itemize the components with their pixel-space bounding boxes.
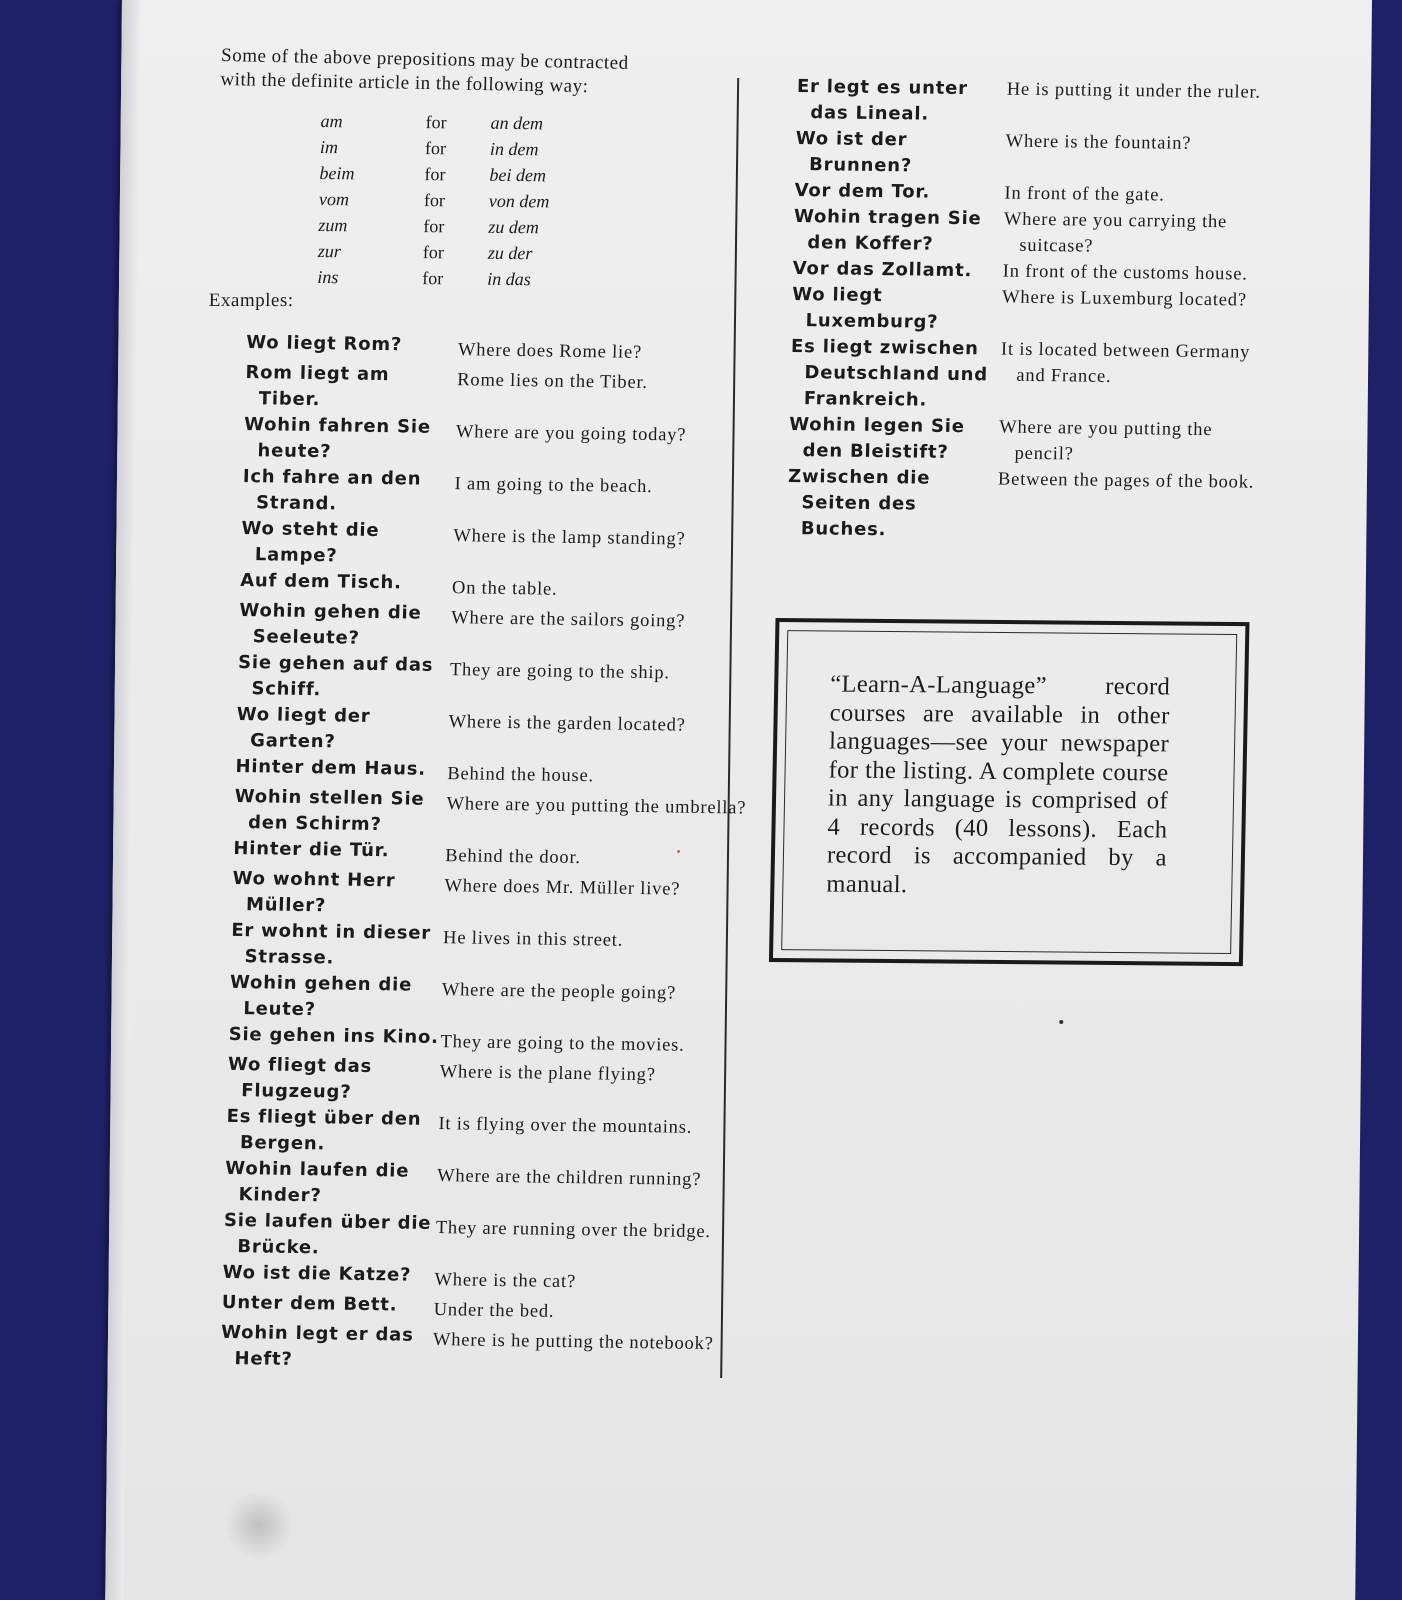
- contraction-row: [320, 108, 551, 136]
- german-sentence: Sie gehen ins Kino.: [228, 1023, 440, 1049]
- example-pair: [232, 866, 753, 926]
- contraction-short: am: [320, 110, 343, 132]
- contraction-short: zur: [317, 240, 342, 262]
- english-translation: Where are the people going?: [441, 980, 677, 1004]
- example-pair: [237, 650, 758, 710]
- example-pair: [788, 412, 1259, 470]
- contraction-row: [318, 238, 549, 266]
- english-translation: It is located between Germany and France.: [1000, 339, 1251, 387]
- example-pair: [229, 970, 750, 1030]
- intro-line-1: Some of the above prepositions may be contracted: [220, 44, 629, 74]
- ink-speck: [1059, 1020, 1063, 1024]
- english-translation: Where are you carrying the suitcase?: [1003, 209, 1228, 257]
- contraction-for: for: [422, 242, 445, 263]
- contraction-for: for: [423, 190, 446, 211]
- german-sentence: Hinter dem Haus.: [235, 755, 427, 780]
- contraction-for: for: [423, 216, 445, 237]
- german-sentence: Wohin fahren Sie heute?: [243, 413, 432, 463]
- contraction-short: beim: [319, 162, 355, 184]
- contraction-row: [319, 186, 550, 214]
- paper-smudge: [224, 1490, 295, 1560]
- english-translation: Where is the cat?: [434, 1270, 577, 1293]
- german-sentence: Wo liegt Rom?: [245, 331, 403, 356]
- german-sentence: Vor das Zollamt.: [792, 257, 973, 282]
- contraction-for: for: [425, 112, 447, 133]
- german-sentence: Vor dem Tor.: [794, 179, 931, 203]
- example-pair: [243, 412, 764, 472]
- german-sentence: Wo ist der Brunnen?: [795, 127, 913, 177]
- examples-heading: Examples:: [208, 290, 294, 311]
- german-sentence: Wohin gehen die Seeleute?: [239, 599, 422, 649]
- english-translation: Where are you going today?: [455, 422, 687, 446]
- contraction-for: for: [424, 138, 447, 159]
- german-sentence: Es fliegt über den Bergen.: [226, 1105, 422, 1155]
- example-pair: [787, 464, 1259, 548]
- example-pair: [236, 702, 757, 762]
- english-translation: He lives in this street.: [442, 928, 624, 951]
- contractions-table: [317, 108, 551, 292]
- english-translation: Where are the children running?: [436, 1166, 702, 1190]
- contraction-row: [317, 264, 548, 292]
- example-pair: [227, 1052, 748, 1112]
- contraction-long: bei dem: [489, 164, 547, 186]
- german-sentence: Zwischen die Seiten des Buches.: [787, 465, 931, 541]
- english-translation: They are going to the ship.: [449, 660, 671, 684]
- example-pair: [223, 1208, 744, 1268]
- german-sentence: Wo steht die Lampe?: [241, 517, 380, 567]
- english-translation: Where is the fountain?: [1005, 131, 1192, 154]
- contraction-for: for: [424, 164, 446, 185]
- german-sentence: Unter dem Bett.: [221, 1291, 398, 1316]
- example-pair: [796, 74, 1267, 132]
- english-translation: Where does Rome lie?: [457, 340, 643, 363]
- document-page: [105, 0, 1372, 1600]
- example-pair: [791, 282, 1262, 340]
- contraction-row: [320, 134, 551, 162]
- english-translation: Where are you putting the umbrella?: [446, 794, 747, 819]
- english-translation: They are going to the movies.: [440, 1032, 685, 1056]
- example-pair: [238, 598, 759, 658]
- example-pair: [224, 1156, 745, 1216]
- example-pair: [230, 918, 751, 978]
- english-translation: In front of the customs house.: [1002, 261, 1248, 285]
- contraction-short: im: [319, 136, 339, 158]
- english-translation: He is putting it under the ruler.: [1006, 79, 1262, 103]
- english-translation: Under the bed.: [433, 1300, 555, 1322]
- record-courses-notice-box: [769, 618, 1250, 966]
- example-pair: [790, 334, 1262, 418]
- english-translation: They are running over the bridge.: [435, 1218, 712, 1243]
- german-sentence: Es liegt zwischen Deutschland und Frankreich.: [790, 335, 989, 411]
- example-pair: [242, 464, 763, 524]
- german-sentence: Wo liegt Luxemburg?: [791, 283, 939, 333]
- german-sentence: Sie gehen auf das Schiff.: [237, 651, 434, 701]
- contraction-row: [318, 212, 549, 240]
- german-sentence: Rom liegt am Tiber.: [245, 361, 390, 411]
- english-translation: I am going to the beach.: [454, 474, 653, 498]
- german-sentence: Hinter die Tür.: [233, 837, 390, 862]
- contraction-short: ins: [317, 266, 339, 288]
- english-translation: Rome lies on the Tiber.: [457, 370, 649, 393]
- english-translation: Where is the plane flying?: [439, 1062, 656, 1086]
- contraction-long: zu der: [487, 242, 533, 264]
- english-translation: Where is Luxemburg located?: [1001, 287, 1248, 311]
- example-pair: [241, 516, 762, 576]
- example-pair: [795, 126, 1266, 184]
- german-sentence: Wo ist die Katze?: [222, 1261, 412, 1286]
- german-sentence: Wohin gehen die Leute?: [229, 971, 413, 1021]
- english-translation: Where is the lamp standing?: [453, 526, 686, 550]
- german-sentence: Wohin tragen Sie den Koffer?: [793, 205, 982, 255]
- intro-paragraph: [220, 44, 741, 102]
- record-courses-notice-text: “Learn-A-Language” record courses are available in other languages—see your newspaper for the listing. A complete course in any language is comprised of 4 records (40 lessons). Each record is accompanied by a manual.: [826, 670, 1171, 898]
- contraction-long: zu dem: [488, 216, 540, 238]
- english-translation: Between the pages of the book.: [997, 469, 1255, 493]
- left-column-examples: [220, 330, 766, 1380]
- english-translation: In front of the gate.: [1004, 183, 1165, 206]
- german-sentence: Ich fahre an den Strand.: [242, 465, 422, 515]
- intro-line-2: with the definite article in the following way:: [220, 68, 589, 98]
- contraction-short: zum: [318, 214, 348, 236]
- english-translation: Where is he putting the notebook?: [432, 1330, 714, 1355]
- german-sentence: Wohin legt er das Heft?: [220, 1321, 414, 1370]
- ink-speck: [677, 850, 680, 853]
- english-translation: Where are you putting the pencil?: [998, 417, 1213, 465]
- contraction-for: for: [422, 268, 444, 289]
- right-column-examples: [787, 74, 1268, 548]
- example-pair: [244, 360, 765, 420]
- english-translation: It is flying over the mountains.: [438, 1114, 693, 1138]
- contraction-long: von dem: [488, 190, 550, 212]
- german-sentence: Wo liegt der Garten?: [236, 703, 371, 753]
- contraction-short: vom: [318, 188, 350, 210]
- example-pair: [793, 204, 1264, 262]
- example-pair: [220, 1320, 741, 1380]
- contraction-long: in das: [487, 268, 532, 290]
- contraction-long: an dem: [490, 112, 544, 134]
- english-translation: Where does Mr. Müller live?: [444, 876, 681, 900]
- english-translation: On the table.: [451, 578, 558, 600]
- german-sentence: Wohin laufen die Kinder?: [225, 1157, 410, 1207]
- english-translation: Where are the sailors going?: [451, 608, 686, 632]
- contraction-row: [319, 160, 550, 188]
- english-translation: Behind the house.: [447, 764, 595, 787]
- contraction-long: in dem: [489, 138, 539, 160]
- page-content: [105, 0, 1372, 1600]
- german-sentence: Wo wohnt Herr Müller?: [232, 867, 396, 917]
- example-pair: [226, 1104, 747, 1164]
- german-sentence: Wohin legen Sie den Bleistift?: [789, 413, 966, 463]
- example-pair: [234, 784, 755, 844]
- english-translation: Where is the garden located?: [448, 712, 686, 736]
- german-sentence: Wo fliegt das Flugzeug?: [227, 1053, 373, 1103]
- german-sentence: Wohin stellen Sie den Schirm?: [234, 785, 425, 836]
- german-sentence: Sie laufen über die Brücke.: [223, 1209, 432, 1259]
- english-translation: Behind the door.: [444, 846, 582, 869]
- german-sentence: Auf dem Tisch.: [239, 569, 403, 594]
- german-sentence: Er legt es unter das Lineal.: [796, 75, 969, 125]
- german-sentence: Er wohnt in dieser Strasse.: [231, 919, 432, 969]
